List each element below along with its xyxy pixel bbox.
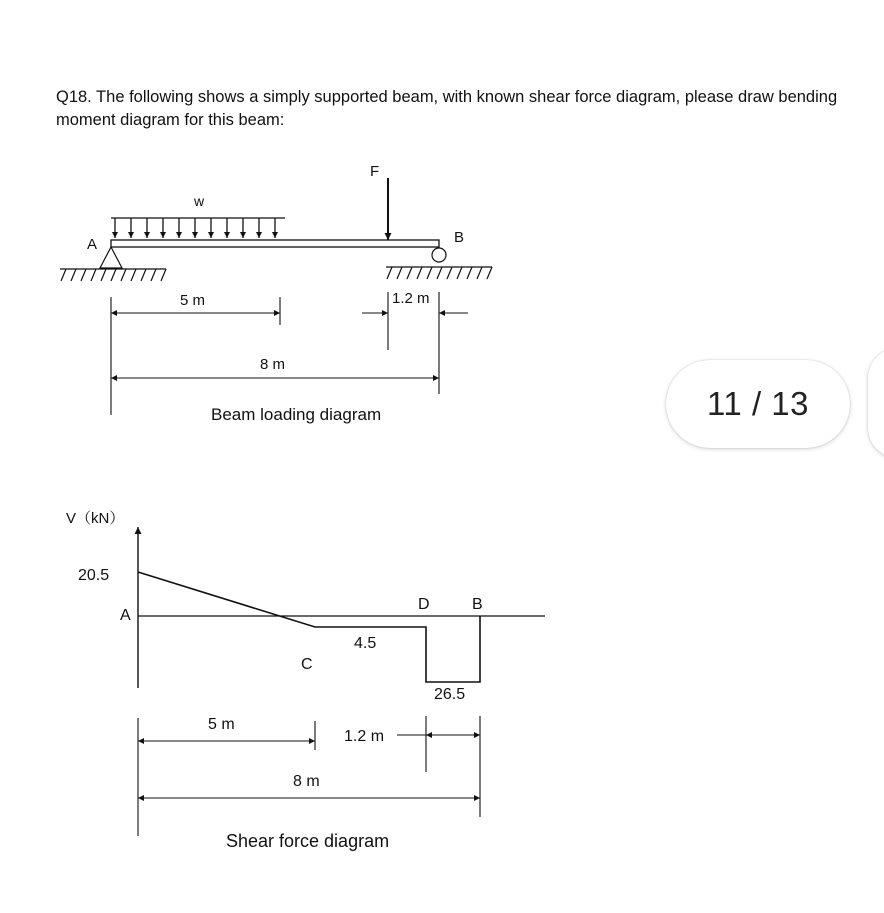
shear-caption: Shear force diagram — [226, 831, 390, 851]
distributed-load — [111, 218, 285, 238]
shear-dim-1-2m: 1.2 m — [344, 728, 385, 745]
value-4-5: 4.5 — [354, 635, 377, 652]
load-f-label: F — [370, 163, 380, 180]
question-text: Q18. The following shows a simply supported beam, with known shear force diagram, please draw bending moment diagram for this beam: — [56, 88, 838, 129]
beam — [111, 240, 439, 247]
beam-dim-5m: 5 m — [180, 292, 206, 309]
point-c-label: C — [301, 656, 313, 673]
point-a-label: A — [120, 607, 131, 624]
roller-support-b — [386, 248, 492, 279]
pin-support-a — [60, 247, 166, 281]
point-b-label: B — [472, 596, 483, 613]
beam-dim-1-2m: 1.2 m — [392, 290, 430, 307]
load-w-label: w — [194, 193, 205, 209]
value-26-5: 26.5 — [434, 686, 466, 703]
next-page-pill-edge[interactable] — [868, 348, 884, 458]
shear-dim-5m: 5 m — [208, 716, 235, 733]
beam-dimension-lines — [111, 292, 468, 415]
support-a-label: A — [87, 236, 98, 253]
support-b-label: B — [454, 229, 465, 246]
page-indicator: 11 / 13 — [666, 360, 850, 448]
point-d-label: D — [418, 596, 430, 613]
shear-dim-8m: 8 m — [293, 773, 320, 790]
value-20-5: 20.5 — [78, 567, 110, 584]
shear-force-diagram — [66, 510, 545, 851]
beam-caption: Beam loading diagram — [211, 405, 382, 424]
beam-loading-diagram — [60, 163, 492, 424]
v-axis-label: V（kN） — [66, 510, 125, 527]
beam-dim-8m: 8 m — [260, 356, 286, 373]
